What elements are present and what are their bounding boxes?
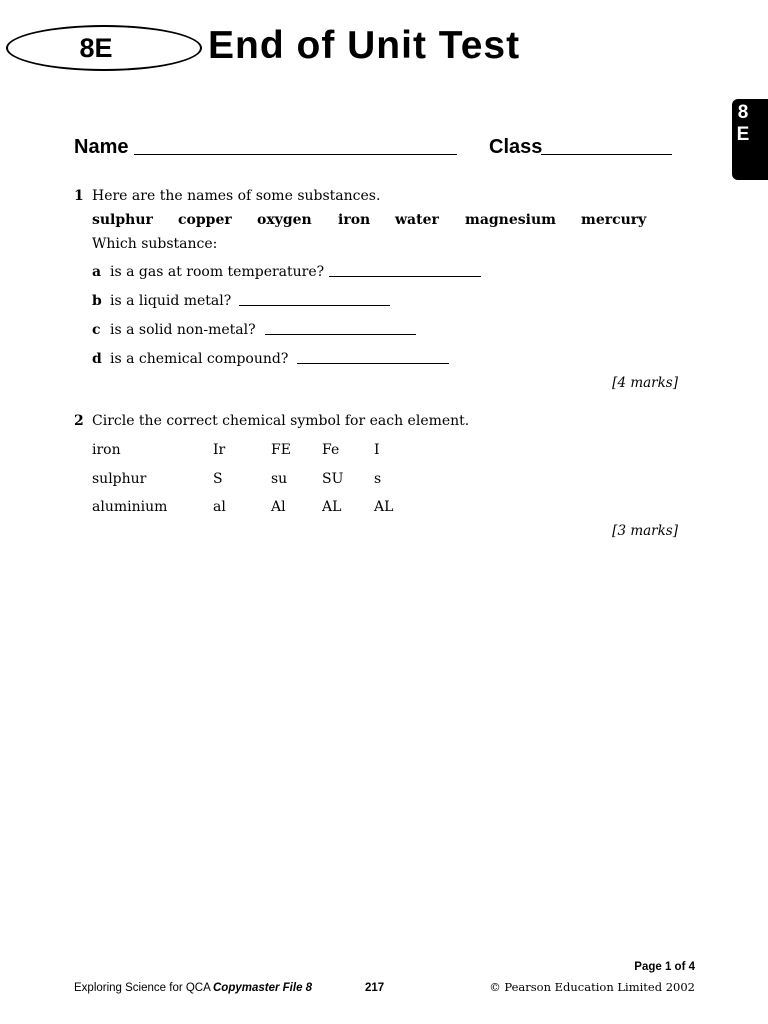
class-label: Class: [489, 136, 543, 158]
footer-page-number: 217: [365, 982, 385, 994]
name-field[interactable]: [134, 154, 457, 155]
symbol-option[interactable]: SU: [322, 471, 344, 487]
symbol-option[interactable]: S: [213, 471, 223, 487]
symbol-option[interactable]: Al: [271, 499, 286, 515]
symbol-option[interactable]: Fe: [322, 442, 340, 458]
answer-line[interactable]: [329, 276, 481, 277]
unit-code: 8E: [79, 33, 113, 63]
substance-item: oxygen: [257, 212, 312, 228]
element-name: iron: [92, 442, 121, 458]
side-tab-line2: E: [736, 124, 750, 145]
symbol-option[interactable]: AL: [374, 499, 394, 515]
substance-item: sulphur: [92, 212, 153, 228]
symbol-option[interactable]: FE: [271, 442, 291, 458]
part-text: is a chemical compound?: [110, 351, 289, 367]
q2-number: 2: [74, 413, 84, 429]
name-label: Name: [74, 136, 129, 158]
part-text: is a gas at room temperature?: [110, 264, 325, 280]
symbol-option[interactable]: I: [374, 442, 380, 458]
footer-file: Copymaster File 8: [213, 982, 313, 994]
part-text: is a liquid metal?: [110, 293, 232, 309]
class-field[interactable]: [541, 154, 672, 155]
answer-line[interactable]: [265, 334, 416, 335]
q1-marks: [4 marks]: [612, 375, 678, 391]
part-text: is a solid non-metal?: [110, 322, 256, 338]
page-title: End of Unit Test: [208, 24, 521, 67]
element-name: aluminium: [92, 499, 168, 515]
symbol-option[interactable]: su: [271, 471, 288, 487]
q1-lead: Which substance:: [92, 236, 218, 252]
q2-marks: [3 marks]: [612, 523, 678, 539]
footer-copyright: © Pearson Education Limited 2002: [489, 980, 695, 994]
answer-line[interactable]: [239, 305, 390, 306]
symbol-option[interactable]: s: [374, 471, 382, 487]
part-letter: d: [92, 351, 102, 367]
part-letter: b: [92, 293, 102, 309]
q2-prompt: Circle the correct chemical symbol for each element.: [92, 413, 470, 429]
side-tab-line1: 8: [737, 102, 749, 123]
symbol-option[interactable]: AL: [322, 499, 342, 515]
part-letter: a: [92, 264, 102, 280]
element-name: sulphur: [92, 471, 147, 487]
substance-item: mercury: [581, 212, 647, 228]
answer-line[interactable]: [297, 363, 449, 364]
substance-item: magnesium: [465, 212, 556, 228]
q1-number: 1: [74, 188, 84, 204]
symbol-option[interactable]: Ir: [213, 442, 226, 458]
page-indicator: Page 1 of 4: [634, 961, 695, 973]
substance-item: copper: [178, 212, 232, 228]
q1-prompt: Here are the names of some substances.: [92, 188, 381, 204]
part-letter: c: [92, 322, 101, 338]
side-tab: [732, 99, 768, 180]
symbol-option[interactable]: al: [213, 499, 226, 515]
footer-series: Exploring Science for QCA: [74, 982, 211, 994]
substance-item: iron: [338, 212, 371, 228]
substance-item: water: [395, 212, 439, 228]
